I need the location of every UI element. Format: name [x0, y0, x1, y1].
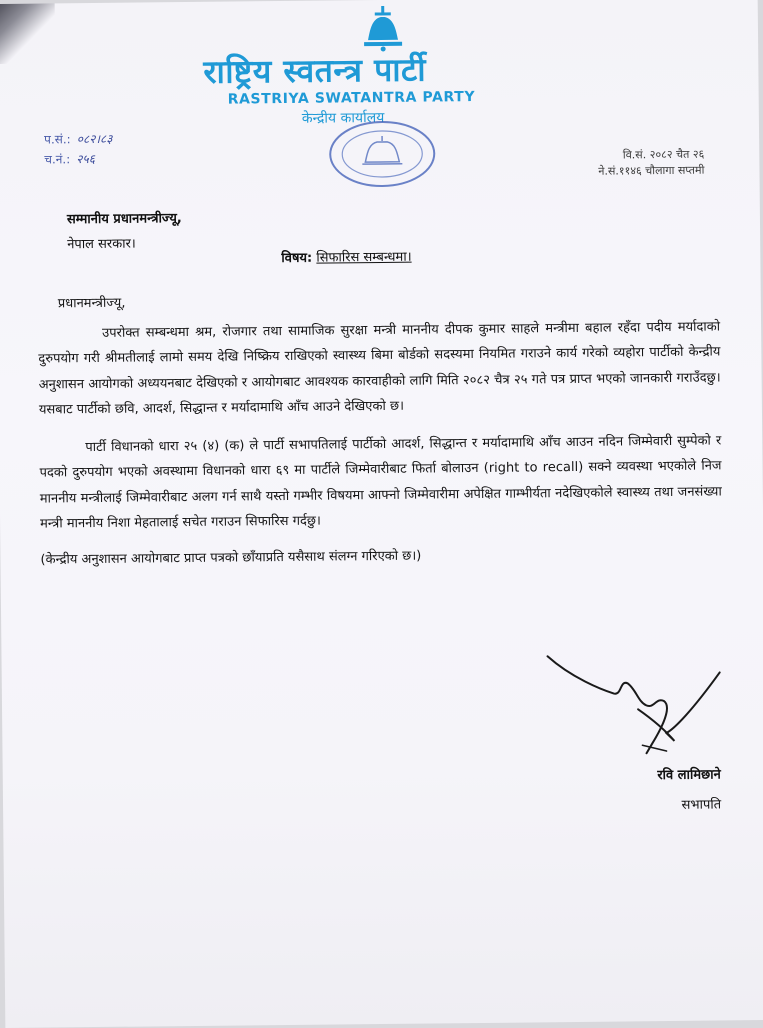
addressee-org: नेपाल सरकार। — [67, 236, 136, 253]
ref-number-label: प.सं.: — [44, 132, 71, 147]
ref-number-value: ०८२।८३ — [76, 131, 113, 147]
dispatch-number-label: च.नं.: — [44, 152, 71, 167]
addressee-title: सम्मानीय प्रधानमन्त्रीज्यू, — [66, 211, 182, 228]
body-paragraph-1: उपरोक्त सम्बन्धमा श्रम, रोजगार तथा सामाजिक सुरक्षा मन्त्री माननीय दीपक कुमार साहले मन्त्रीमा बहाल रहँदा पदीय मर्यादाको दुरुपयोग गरी श्रीमतीलाई लामो समय देखि निष्क्रिय राखिएको स्वास्थ्य बिमा बोर्डको सदस्यमा नियमित गराउने कार्य गरेको व्यहोरा पार्टीको केन्द्रीय अनुशासन आयोगको अध्ययनबाट देखिएको र आयोगबाट आवश्यक कारवाहीको लागि मिति २०८२ चैत्र २५ गते पत्र प्राप्त भएको जानकारी गराउँदछु। यसबाट पार्टीको छवि, आदर्श, सिद्धान्त र मर्यादामाथि आँच आउने देखिएको छ। — [38, 318, 721, 418]
enclosure-note: (केन्द्रीय अनुशासन आयोगबाट प्राप्त पत्रको छाँयाप्रति यसैसाथ संलग्न गरिएको छ।) — [40, 548, 422, 568]
signatory-title: सभापति — [681, 797, 722, 813]
letter-body — [38, 284, 723, 572]
signatory-name: रवि लामिछाने — [657, 767, 721, 784]
bikram-sambat-date: वि.सं. २०८२ चैत २६ — [622, 147, 705, 162]
reference-block — [44, 129, 113, 170]
bell-icon — [361, 4, 406, 52]
subject-text: सिफारिस सम्बन्धमा। — [316, 249, 412, 266]
handwritten-signature — [541, 648, 727, 762]
subject-label: विषय: — [281, 250, 313, 267]
party-seal-stamp — [322, 111, 443, 188]
addressee-block — [67, 206, 182, 257]
signatory-block — [615, 760, 722, 821]
body-paragraph-2: पार्टी विधानको धारा २५ (४) (क) ले पार्टी सभापतिलाई पार्टीको आदर्श, सिद्धान्त र मर्यादामाथि आँच आउन नदिन जिम्मेवारी सुम्पेको र पदको दुरुपयोग भएको अवस्थामा विधानको धारा ६९ मा पार्टीले जिम्मेवारीबाट फिर्ता बोलाउन (right to recall) सक्ने व्यवस्था भएकोले निज माननीय मन्त्रीलाई जिम्मेवारीबाट अलग गर्न साथै यस्तो गम्भीर विषयमा आफ्नो जिम्मेवारीमा अपेक्षित गाम्भीर्यता नदेखिएकोले स्वास्थ्य तथा जनसंख्या मन्त्री माननीय निशा मेहतालाई सचेत गराउन सिफारिस गर्दछु। — [39, 432, 722, 532]
background-corner — [0, 3, 55, 64]
date-block — [526, 147, 704, 181]
nepal-sambat-date: ने.सं.११४६ चौलागा सप्तमी — [598, 163, 705, 178]
subject-line — [281, 247, 411, 266]
central-office-label: केन्द्रीय कार्यालय — [301, 109, 385, 127]
party-name-nepali: राष्ट्रिय स्वतन्त्र पार्टी — [203, 50, 427, 91]
party-name-english: RASTRIYA SWATANTRA PARTY — [227, 88, 476, 108]
salutation: प्रधानमन्त्रीज्यू, — [57, 295, 126, 312]
dispatch-number-value: २५६ — [76, 151, 96, 167]
